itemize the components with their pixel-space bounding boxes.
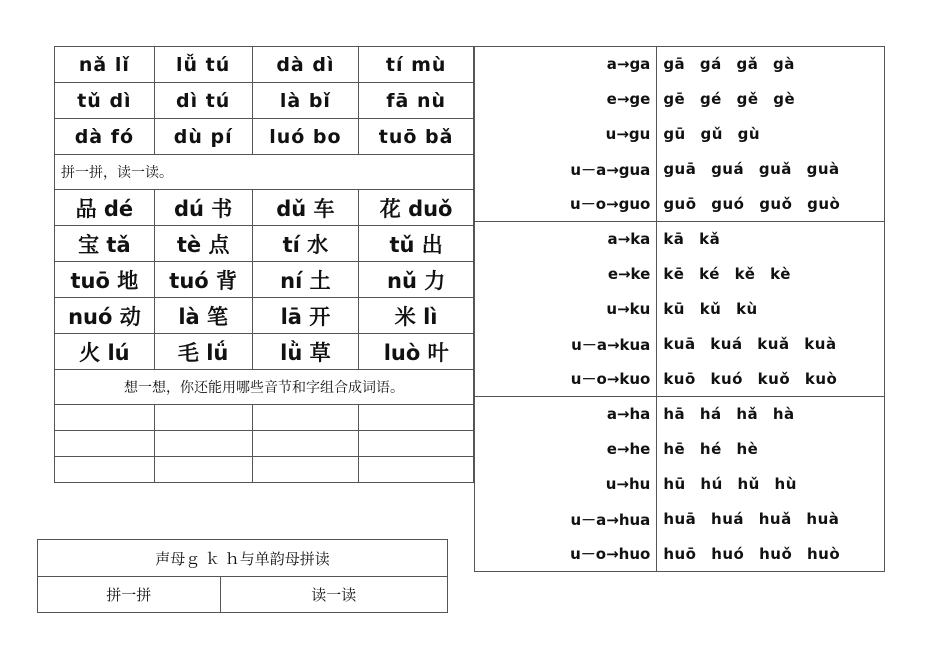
word-cell: lǜ 草 [252,334,359,370]
column-header-read: 读一读 [220,577,447,613]
table-row [55,334,474,370]
table-row [475,47,885,82]
blank-answer-rows [55,405,474,483]
table-row [475,327,885,362]
table-row [38,540,448,577]
spelling-rule: u→hu [475,467,657,502]
pinyin-cell: tǔ dì [55,83,155,119]
blank-cell[interactable] [252,431,359,457]
spelling-rule: u→gu [475,117,657,152]
syllable-tones: kē ké kě kè [657,257,885,292]
table-row [475,537,885,572]
table-row [475,222,885,257]
pinyin-cell: là bǐ [252,83,359,119]
pinyin-cell: dì tú [154,83,252,119]
pinyin-cell: lǚ tú [154,47,252,83]
word-cell: 火 lú [55,334,155,370]
table-row [475,397,885,432]
spelling-rule: u－a→kua [475,327,657,362]
spelling-rule: e→ge [475,82,657,117]
table-row [55,155,474,190]
spelling-rule: a→ka [475,222,657,257]
word-cell: là 笔 [154,298,252,334]
table-row [55,83,474,119]
word-cell: tuó 背 [154,262,252,298]
table-row [475,292,885,327]
table-row [475,82,885,117]
syllable-tones: hē hé hè [657,432,885,467]
table-row [38,577,448,613]
word-cell: 品 dé [55,190,155,226]
syllable-tones: hū hú hǔ hù [657,467,885,502]
pinyin-cell: dù pí [154,119,252,155]
pinyin-cell: tuō bǎ [359,119,474,155]
word-cell: dǔ 车 [252,190,359,226]
blank-row [55,457,474,483]
table-row [475,152,885,187]
pinyin-cell: nǎ lǐ [55,47,155,83]
spelling-rule: a→ga [475,47,657,82]
table-row [55,47,474,83]
word-cell: ní 土 [252,262,359,298]
section-title-1 [55,155,474,190]
table-row [475,117,885,152]
word-cell: dú 书 [154,190,252,226]
word-cell: tè 点 [154,226,252,262]
blank-cell[interactable] [252,405,359,431]
word-cell: tǔ 出 [359,226,474,262]
syllable-tones: gā gá gǎ gà [657,47,885,82]
spelling-rule: a→ha [475,397,657,432]
syllable-tones: gē gé gě gè [657,82,885,117]
syllable-table [474,46,885,572]
lesson-header-table [37,539,448,613]
word-cell: tuō 地 [55,262,155,298]
instruction-text: 想一想，你还能用哪些音节和字组合成词语。 [55,370,474,405]
table-row [55,370,474,405]
column-header-spell: 拼一拼 [38,577,221,613]
instruction-text: 拼一拼，读一读。 [55,155,474,190]
pinyin-cell: fā nù [359,83,474,119]
blank-cell[interactable] [55,431,155,457]
spelling-rule: u→ku [475,292,657,327]
syllable-tones: hā há hǎ hà [657,397,885,432]
lesson-title: 声母ｇ ｋ ｈ与单韵母拼读 [38,540,448,577]
blank-cell[interactable] [359,457,474,483]
mixed-rows [55,190,474,370]
h-group [475,397,885,572]
syllable-tones: kū kǔ kù [657,292,885,327]
table-row [475,502,885,537]
syllable-tones: gū gǔ gù [657,117,885,152]
syllable-tones: kuā kuá kuǎ kuà [657,327,885,362]
blank-cell[interactable] [359,405,474,431]
word-cell: 毛 lǘ [154,334,252,370]
g-group [475,47,885,222]
k-group [475,222,885,397]
syllable-tones: kā kǎ [657,222,885,257]
blank-row [55,405,474,431]
syllable-tones: guā guá guǎ guà [657,152,885,187]
syllable-tones: huō huó huǒ huò [657,537,885,572]
pinyin-cell: dà dì [252,47,359,83]
blank-cell[interactable] [55,457,155,483]
table-row [475,432,885,467]
word-cell: 米 lì [359,298,474,334]
spelling-rule: u－a→gua [475,152,657,187]
spelling-rule: u－o→kuo [475,362,657,397]
pinyin-cell: dà fó [55,119,155,155]
word-cell: nǔ 力 [359,262,474,298]
word-cell: lā 开 [252,298,359,334]
table-row [55,119,474,155]
table-row [55,298,474,334]
blank-cell[interactable] [154,405,252,431]
table-row [55,226,474,262]
blank-cell[interactable] [252,457,359,483]
blank-cell[interactable] [359,431,474,457]
word-cell: 宝 tǎ [55,226,155,262]
pinyin-cell: tí mù [359,47,474,83]
spelling-rule: u－a→hua [475,502,657,537]
section-title-2 [55,370,474,405]
table-row [55,190,474,226]
spelling-rule: e→ke [475,257,657,292]
pinyin-cell: luó bo [252,119,359,155]
syllable-tones: kuō kuó kuǒ kuò [657,362,885,397]
word-cell: luò 叶 [359,334,474,370]
spelling-rule: u－o→guo [475,187,657,222]
table-row [475,257,885,292]
table-row [55,262,474,298]
table-row [475,187,885,222]
blank-cell[interactable] [55,405,155,431]
spelling-rule: e→he [475,432,657,467]
syllable-tones: huā huá huǎ huà [657,502,885,537]
table-row [475,467,885,502]
spelling-rule: u－o→huo [475,537,657,572]
word-cell: tí 水 [252,226,359,262]
syllable-tones: guō guó guǒ guò [657,187,885,222]
word-cell: 花 duǒ [359,190,474,226]
table-row [475,362,885,397]
word-cell: nuó 动 [55,298,155,334]
blank-row [55,431,474,457]
exercise-table [54,46,474,483]
blank-cell[interactable] [154,431,252,457]
blank-cell[interactable] [154,457,252,483]
pinyin-rows [55,47,474,155]
